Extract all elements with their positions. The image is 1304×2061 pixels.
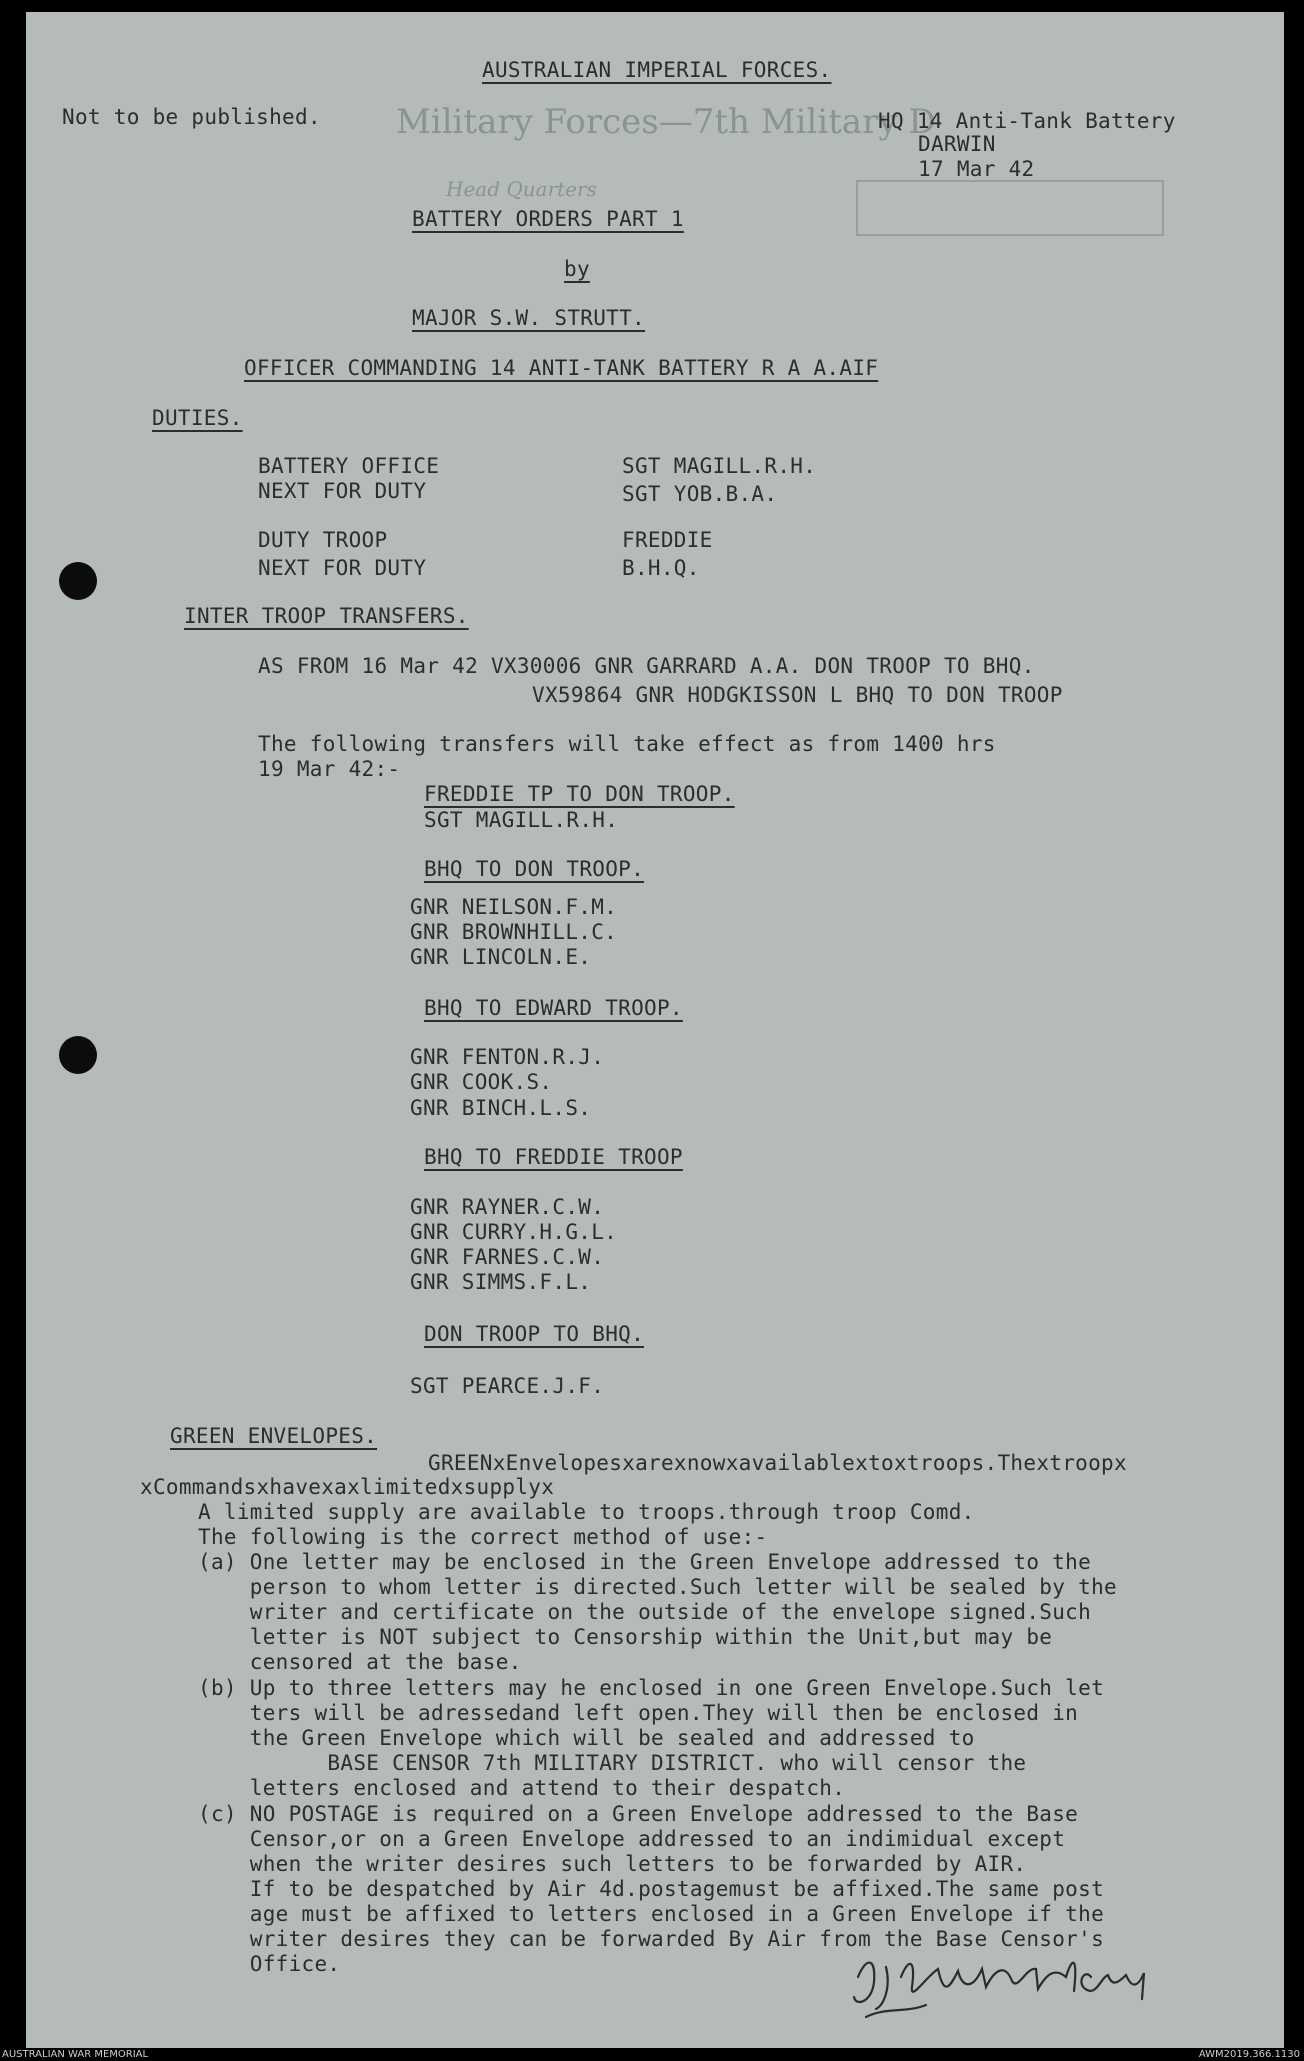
- footer-right: AWM2019.366.1130: [1198, 2049, 1300, 2060]
- group-name: GNR COOK.S.: [410, 1070, 553, 1094]
- group-heading: FREDDIE TP TO DON TROOP.: [424, 782, 735, 806]
- stamp-subtext: Head Quarters: [446, 177, 597, 201]
- duty-value: FREDDIE: [622, 528, 713, 552]
- green-line: letter is NOT subject to Censorship within the Unit,but may be: [198, 1625, 1053, 1649]
- duty-value: SGT MAGILL.R.H.: [622, 454, 817, 478]
- green-line: A limited supply are available to troops.through troop Comd.: [198, 1500, 975, 1524]
- group-heading: BHQ TO DON TROOP.: [424, 857, 645, 881]
- green-line: (b) Up to three letters may he enclosed in one Green Envelope.Such let: [198, 1676, 1105, 1700]
- green-line: BASE CENSOR 7th MILITARY DISTRICT. who will censor the: [198, 1751, 1027, 1775]
- green-envelopes-heading: GREEN ENVELOPES.: [170, 1424, 378, 1448]
- duty-label: NEXT FOR DUTY: [258, 479, 427, 503]
- green-line: ters will be adressedand left open.They will then be enclosed in: [198, 1701, 1079, 1725]
- page-title: AUSTRALIAN IMPERIAL FORCES.: [482, 58, 832, 82]
- group-heading: BHQ TO EDWARD TROOP.: [424, 996, 683, 1020]
- transfers-heading: INTER TROOP TRANSFERS.: [184, 604, 469, 628]
- following-text: 19 Mar 42:-: [258, 757, 401, 781]
- group-name: GNR SIMMS.F.L.: [410, 1270, 592, 1294]
- green-line: when the writer desires such letters to be forwarded by AIR.: [198, 1852, 1027, 1876]
- duty-label: BATTERY OFFICE: [258, 454, 440, 478]
- group-name: GNR BINCH.L.S.: [410, 1096, 592, 1120]
- green-line: letters enclosed and attend to their despatch.: [198, 1776, 846, 1800]
- transfer-line: AS FROM 16 Mar 42 VX30006 GNR GARRARD A.A. DON TROOP TO BHQ.: [258, 654, 1035, 678]
- group-name: GNR FARNES.C.W.: [410, 1245, 605, 1269]
- by-line: by: [564, 257, 590, 281]
- green-line: (c) NO POSTAGE is required on a Green Envelope addressed to the Base: [198, 1802, 1079, 1826]
- struck-out-text: xCommandsxhavexaxlimitedxsupplyx: [140, 1475, 555, 1499]
- green-line: If to be despatched by Air 4d.postagemust be affixed.The same post: [198, 1877, 1105, 1901]
- green-line: writer desires they can be forwarded By Air from the Base Censor's: [198, 1927, 1105, 1951]
- group-heading: DON TROOP TO BHQ.: [424, 1322, 645, 1346]
- duty-label: NEXT FOR DUTY: [258, 556, 427, 580]
- green-line: person to whom letter is directed.Such letter will be sealed by the: [198, 1575, 1117, 1599]
- group-heading: BHQ TO FREDDIE TROOP: [424, 1145, 683, 1169]
- struck-out-text: GREENxEnvelopesxarexnowxavailablextoxtroops.Thextroopx: [428, 1451, 1127, 1475]
- group-name: GNR BROWNHILL.C.: [410, 920, 618, 944]
- duty-value: B.H.Q.: [622, 556, 700, 580]
- date-header: 17 Mar 42: [918, 157, 1035, 181]
- handwritten-signature: [846, 1947, 1206, 2027]
- orders-title: BATTERY ORDERS PART 1: [412, 207, 684, 231]
- place-header: DARWIN: [918, 132, 996, 156]
- group-name: GNR NEILSON.F.M.: [410, 895, 618, 919]
- green-line: writer and certificate on the outside of the envelope signed.Such: [198, 1600, 1092, 1624]
- following-text: The following transfers will take effect as from 1400 hrs: [258, 732, 996, 756]
- green-line: The following is the correct method of use:-: [198, 1525, 768, 1549]
- officer-line: OFFICER COMMANDING 14 ANTI-TANK BATTERY R A A.AIF: [244, 356, 879, 380]
- transfer-line: VX59864 GNR HODGKISSON L BHQ TO DON TROOP: [532, 683, 1063, 707]
- stamp-text: Military Forces—7th Military D: [396, 102, 936, 142]
- unit-header: HQ 14 Anti-Tank Battery: [878, 109, 1176, 133]
- duty-label: DUTY TROOP: [258, 528, 388, 552]
- stamp-box: [856, 180, 1164, 236]
- group-name: GNR CURRY.H.G.L.: [410, 1220, 618, 1244]
- green-line: Office.: [198, 1952, 341, 1976]
- document-page: [26, 12, 1284, 2048]
- green-line: the Green Envelope which will be sealed and addressed to: [198, 1726, 975, 1750]
- green-line: (a) One letter may be enclosed in the Green Envelope addressed to the: [198, 1550, 1092, 1574]
- footer-left: AUSTRALIAN WAR MEMORIAL: [2, 2049, 149, 2060]
- group-name: GNR FENTON.R.J.: [410, 1045, 605, 1069]
- punch-hole: [59, 562, 97, 600]
- group-name: SGT MAGILL.R.H.: [424, 808, 619, 832]
- not-published-note: Not to be published.: [62, 105, 321, 129]
- green-line: age must be affixed to letters enclosed in a Green Envelope if the: [198, 1902, 1105, 1926]
- punch-hole: [59, 1036, 97, 1074]
- green-line: censored at the base.: [198, 1650, 522, 1674]
- group-name: GNR RAYNER.C.W.: [410, 1195, 605, 1219]
- major-line: MAJOR S.W. STRUTT.: [412, 306, 645, 330]
- group-name: GNR LINCOLN.E.: [410, 945, 592, 969]
- green-line: Censor,or on a Green Envelope addressed to an indimidual except: [198, 1827, 1066, 1851]
- duty-value: SGT YOB.B.A.: [622, 482, 778, 506]
- group-name: SGT PEARCE.J.F.: [410, 1374, 605, 1398]
- duties-heading: DUTIES.: [152, 406, 243, 430]
